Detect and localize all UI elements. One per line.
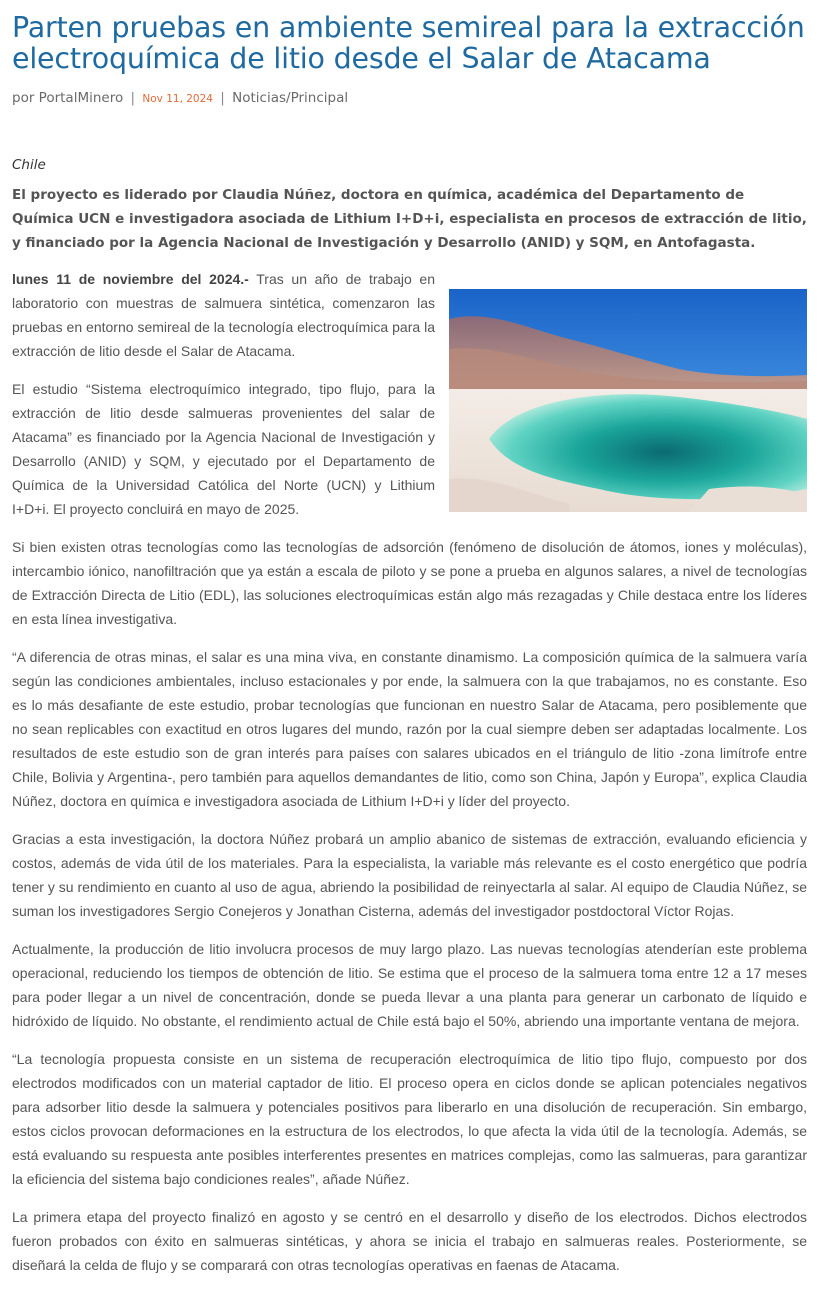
meta-separator: | [220,90,225,106]
paragraph: La primera etapa del proyecto finalizó en agosto y se centró en el desarrollo y diseño de los electrodos. Dichos electrodos fueron probados con éxito en salmueras sintéticas, y ahora se inicia el trabajo en salmueras reales. Posteriormente, se diseñará la celda de flujo y se comparará con otras tecnologías operativas en faenas de Atacama. [12,1209,807,1273]
meta-separator: | [130,90,136,106]
paragraph: El estudio “Sistema electroquímico integrado, tipo flujo, para la extracción de litio desde salmueras provenientes del salar de Atacama” es financiado por la Agencia Nacional de Investigación y Desarrollo (ANID) y SQM, y ejecutado por el Departamento de Química de la Universidad Católica del Norte (UCN) y Lithium I+D+i. El proyecto concluirá en mayo de 2025. [12,381,435,517]
author-link[interactable]: por PortalMinero [12,90,124,106]
salar-lagoon-photo [449,289,807,512]
paragraph: “La tecnología propuesta consiste en un sistema de recuperación electroquímica de litio tipo flujo, compuesto por dos electrodos modificados con un material captador de litio. El proceso opera en ciclos donde se aplican potenciales negativos para adsorber litio desde la salmuera y potenciales positivos para liberarlo en una disolución de recuperación. Sin embargo, estos ciclos provocan deformaciones en la estructura de los electrodos, lo que afecta la vida útil de la tecnología. Además, se está evaluando su respuesta ante posibles interferentes presentes en matrices complejas, como las salmueras, para garantizar la eficiencia del sistema bajo condiciones reales”, añade Núñez. [12,1051,807,1187]
paragraph: Gracias a esta investigación, la doctora Núñez probará un amplio abanico de sistemas de extracción, evaluando eficiencia y costos, además de vida útil de los materiales. Para la especialista, la variable más relevante es el costo energético que podría tener y su rendimiento en cuanto al uso de agua, abriendo la posibilidad de reinyectarla al salar. Al equipo de Claudia Núñez, se suman los investigadores Sergio Conejeros y Jonathan Cisterna, además del investigador postdoctoral Víctor Rojas. [12,831,807,919]
article-meta [12,88,807,108]
paragraph: “A diferencia de otras minas, el salar es una mina viva, en constante dinamismo. La composición química de la salmuera varía según las condiciones ambientales, incluso estacionales y por ende, la salmuera con la que trabajamos, no es constante. Eso es lo más desafiante de este estudio, probar tecnologías que funcionan en nuestro Salar de Atacama, pero posiblemente que no sean replicables con exactitud en otros lugares del mundo, razón por la cual siempre deben ser adaptadas localmente. Los resultados de este estudio son de gran interés para países con salares ubicados en el triángulo de litio -zona limítrofe entre Chile, Bolivia y Argentina-, pero también para aquellos demandantes de litio, como son China, Japón y Europa”, explica Claudia Núñez, doctora en química e investigadora asociada de Lithium I+D+i y líder del proyecto. [12,649,807,809]
paragraph-text: Tras un año de trabajo en laboratorio con muestras de salmuera sintética, comenzaron las pruebas en entorno semireal de la tecnología electroquímica para la extracción de litio desde el Salar de Atacama. [12,271,436,359]
publish-date: Nov 11, 2024 [142,93,213,105]
dateline: lunes 11 de noviembre del 2024.- [12,271,249,287]
article [12,0,807,1273]
article-lead: El proyecto es liderado por Claudia Núñez, doctora en química, académica del Departamento de Química UCN e investigadora asociada de Lithium I+D+i, especialista en procesos de extracción de litio, y financiado por la Agencia Nacional de Investigación y Desarrollo (ANID) y SQM, en Antofagasta. [12,187,807,251]
country-label: Chile [12,157,46,173]
paragraph: Actualmente, la producción de litio involucra procesos de muy largo plazo. Las nuevas tecnologías atenderían este problema operacional, reduciendo los tiempos de obtención de litio. Se estima que el proceso de la salmuera toma entre 12 a 17 meses para poder llegar a un nivel de concentración, donde se pueda llevar a una planta para generar un carbonato de líquido e hidróxido de líquido. No obstante, el rendimiento actual de Chile está bajo el 50%, abriendo una importante ventana de mejora. [12,941,807,1029]
category-link[interactable]: Noticias/Principal [232,90,349,106]
article-body [12,267,807,1291]
article-title: Parten pruebas en ambiente semireal para la extracción electroquímica de litio desde el Salar de Atacama [12,11,805,75]
paragraph: Si bien existen otras tecnologías como las tecnologías de adsorción (fenómeno de disolución de átomos, iones y moléculas), intercambio iónico, nanofiltración que ya están a escala de piloto y se pone a prueba en algunos salares, a nivel de tecnologías de Extracción Directa de Litio (EDL), las soluciones electroquímicas están algo más rezagadas y Chile destaca entre los líderes en esta línea investigativa. [12,539,807,627]
